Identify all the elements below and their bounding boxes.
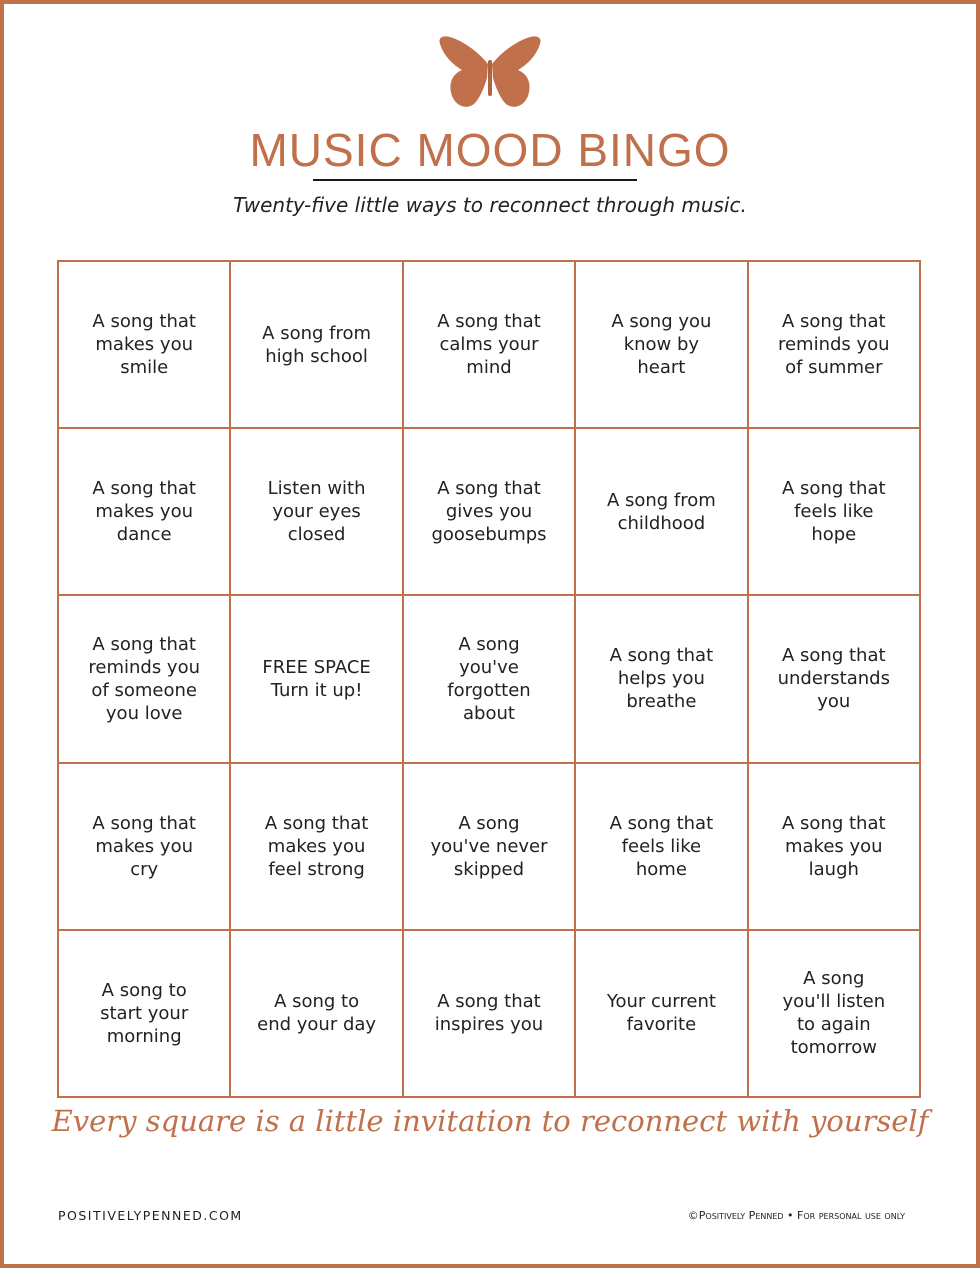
bingo-cell: A song that inspires you: [404, 931, 576, 1098]
title-divider: [313, 179, 637, 181]
bingo-cell: A song that feels like home: [576, 764, 748, 931]
bingo-cell: Listen with your eyes closed: [231, 429, 403, 596]
bingo-cell: A song that reminds you of someone you love: [59, 596, 231, 763]
bingo-cell: A song to start your morning: [59, 931, 231, 1098]
bingo-grid: [57, 260, 921, 1098]
bingo-cell: A song you've never skipped: [404, 764, 576, 931]
bingo-cell: Your current favorite: [576, 931, 748, 1098]
bingo-cell: A song that makes you feel strong: [231, 764, 403, 931]
bingo-cell: A song that understands you: [749, 596, 921, 763]
bingo-cell: A song that makes you dance: [59, 429, 231, 596]
copyright-notice: ©Positively Penned • For personal use only: [687, 1209, 905, 1222]
bingo-cell: A song to end your day: [231, 931, 403, 1098]
bingo-cell: A song that makes you smile: [59, 262, 231, 429]
page-subtitle: Twenty-five little ways to reconnect through music.: [233, 193, 747, 217]
bingo-cell: A song you'll listen to again tomorrow: [749, 931, 921, 1098]
bingo-cell: A song you know by heart: [576, 262, 748, 429]
bingo-cell: A song that feels like hope: [749, 429, 921, 596]
tagline: Every square is a little invitation to reconnect with yourself: [51, 1104, 929, 1138]
bingo-cell: A song that calms your mind: [404, 262, 576, 429]
bingo-cell: A song that makes you laugh: [749, 764, 921, 931]
bingo-cell: A song you've forgotten about: [404, 596, 576, 763]
bingo-cell: A song that reminds you of summer: [749, 262, 921, 429]
bingo-cell: A song that gives you goosebumps: [404, 429, 576, 596]
website-link[interactable]: POSITIVELYPENNED.COM: [58, 1208, 243, 1223]
butterfly-icon: [436, 34, 544, 112]
page-title: MUSIC MOOD BINGO: [249, 124, 731, 176]
bingo-cell: A song that makes you cry: [59, 764, 231, 931]
bingo-cell: A song from high school: [231, 262, 403, 429]
bingo-cell: A song that helps you breathe: [576, 596, 748, 763]
bingo-cell: A song from childhood: [576, 429, 748, 596]
free-space-cell: FREE SPACE Turn it up!: [231, 596, 403, 763]
